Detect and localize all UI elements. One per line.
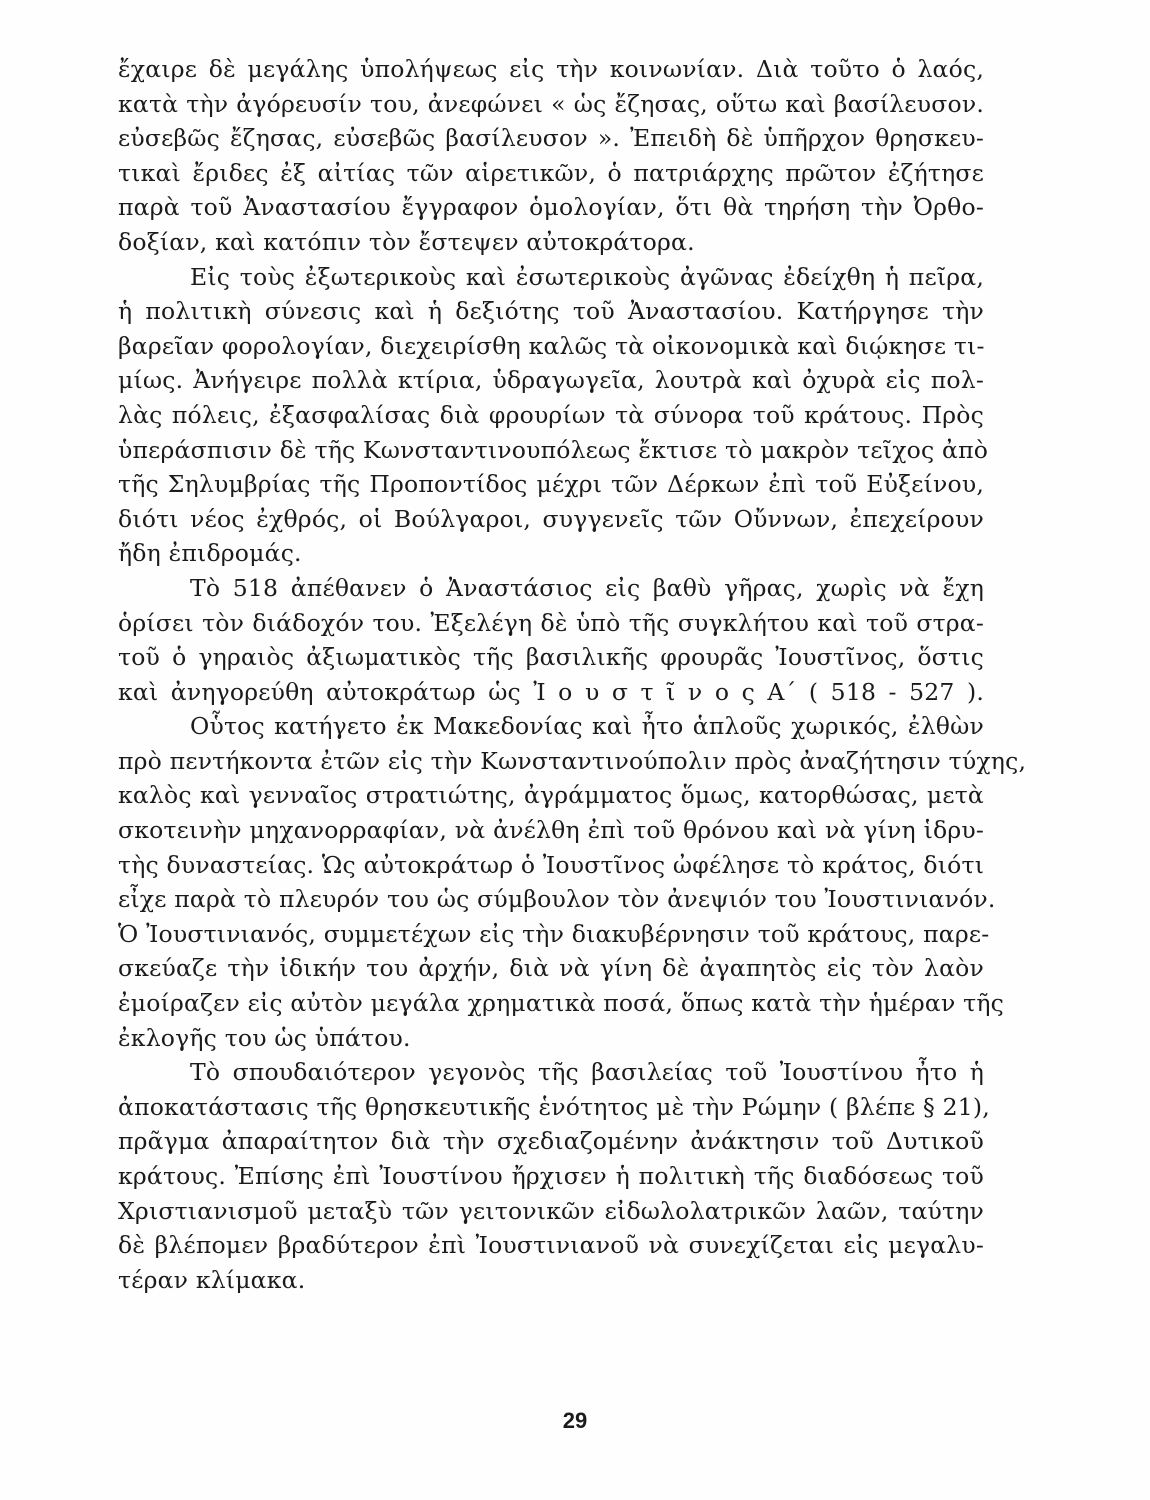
paragraph-first-line: Οὗτος κατήγετο ἐκ Μακεδονίας καὶ ἦτο ἁπλοῦς χωρικός, ἐλθὼν bbox=[190, 712, 984, 741]
text-line: τῆς Σηλυμβρίας τῆς Προποντίδος μέχρι τῶν Δέρκων ἐπὶ τοῦ Εὐξείνου, bbox=[118, 470, 984, 499]
paragraph-first-line: Τὸ 518 ἀπέθανεν ὁ Ἀναστάσιος εἰς βαθὺ γῆρας, χωρὶς νὰ ἔχη bbox=[190, 573, 984, 602]
paragraph-first-line: Εἰς τοὺς ἐξωτερικοὺς καὶ ἐσωτερικοὺς ἀγῶνας ἐδείχθη ἡ πεῖρα, bbox=[190, 262, 984, 291]
text-line: λὰς πόλεις, ἐξασφαλίσας διὰ φρουρίων τὰ σύνορα τοῦ κράτους. Πρὸς bbox=[118, 400, 984, 429]
text-line: ἐκλογῆς του ὡς ὑπάτου. bbox=[118, 1023, 411, 1052]
body-text bbox=[118, 52, 1027, 1297]
text-line: δὲ βλέπομεν βραδύτερον ἐπὶ Ἰουστινιανοῦ νὰ συνεχίζεται εἰς μεγαλυ- bbox=[118, 1231, 984, 1260]
text-line: ἡ πολιτικὴ σύνεσις καὶ ἡ δεξιότης τοῦ Ἀναστασίου. Κατήργησε τὴν bbox=[118, 297, 984, 326]
page-number: 29 bbox=[562, 1408, 588, 1433]
text-line: ἐμοίραζεν εἰς αὐτὸν μεγάλα χρηματικὰ ποσά, ὅπως κατὰ τὴν ἡμέραν τῆς bbox=[118, 989, 1004, 1018]
text-line: βαρεῖαν φορολογίαν, διεχειρίσθη καλῶς τὰ οἰκονομικὰ καὶ διῴκησε τι- bbox=[118, 331, 985, 360]
text-line: δοξίαν, καὶ κατόπιν τὸν ἔστεψεν αὐτοκράτορα. bbox=[118, 227, 695, 256]
text-line: Ὁ Ἰουστινιανός, συμμετέχων εἰς τὴν διακυβέρνησιν τοῦ κράτους, παρε- bbox=[118, 919, 990, 948]
text-line: κατὰ τὴν ἀγόρευσίν του, ἀνεφώνει « ὡς ἔζησας, οὕτω καὶ βασίλευσον. bbox=[118, 89, 984, 118]
text-line: πρὸ πεντήκοντα ἐτῶν εἰς τὴν Κωνσταντινούπολιν πρὸς ἀναζήτησιν τύχης, bbox=[118, 746, 1027, 775]
text-line: κράτους. Ἐπίσης ἐπὶ Ἰουστίνου ἤρχισεν ἡ πολιτικὴ τῆς διαδόσεως τοῦ bbox=[118, 1162, 984, 1190]
text-line: ἀποκατάστασις τῆς θρησκευτικῆς ἑνότητος μὲ τὴν Ρώμην ( βλέπε § 21), bbox=[118, 1092, 990, 1121]
text-line: ὑπεράσπισιν δὲ τῆς Κωνσταντινουπόλεως ἔκτισε τὸ μακρὸν τεῖχος ἀπὸ bbox=[118, 435, 989, 464]
text-line: καλὸς καὶ γενναῖος στρατιώτης, ἀγράμματος ὅμως, κατορθώσας, μετὰ bbox=[118, 781, 984, 810]
text-line: διότι νέος ἐχθρός, οἱ Βούλγαροι, συγγενεῖς τῶν Οὔννων, ἐπεχείρουν bbox=[118, 504, 984, 533]
paragraph-first-line: Τὸ σπουδαιότερον γεγονὸς τῆς βασιλείας τοῦ Ἰουστίνου ἦτο ἡ bbox=[190, 1058, 984, 1087]
text-line: τέραν κλίμακα. bbox=[118, 1265, 306, 1294]
text-line: τὴς δυναστείας. Ὡς αὐτοκράτωρ ὁ Ἰουστῖνος ὠφέλησε τὸ κράτος, διότι bbox=[118, 850, 985, 879]
text-line: ἤδη ἐπιδρομάς. bbox=[118, 539, 302, 568]
text-line: τοῦ ὁ γηραιὸς ἀξιωματικὸς τῆς βασιλικῆς φρουρᾶς Ἰουστῖνος, ὅστις bbox=[118, 643, 984, 672]
text-line: Χριστιανισμοῦ μεταξὺ τῶν γειτονικῶν εἰδωλολατρικῶν λαῶν, ταύτην bbox=[118, 1196, 984, 1225]
text-line: ὁρίσει τὸν διάδοχόν του. Ἐξελέγη δὲ ὑπὸ τῆς συγκλήτου καὶ τοῦ στρα- bbox=[118, 608, 984, 637]
text-line: σκοτεινὴν μηχανορραφίαν, νὰ ἀνέλθη ἐπὶ τοῦ θρόνου καὶ νὰ γίνη ἱδρυ- bbox=[118, 816, 984, 845]
text-line: παρὰ τοῦ Ἀναστασίου ἔγγραφον ὁμολογίαν, ὅτι θὰ τηρήση τὴν Ὀρθο- bbox=[118, 193, 984, 222]
text-line: μίως. Ἀνήγειρε πολλὰ κτίρια, ὑδραγωγεῖα, λουτρὰ καὶ ὀχυρὰ εἰς πολ- bbox=[118, 366, 984, 395]
text-line: εὐσεβῶς ἔζησας, εὐσεβῶς βασίλευσον ». Ἐπειδὴ δὲ ὑπῆρχον θρησκευ- bbox=[118, 124, 984, 153]
text-line: εἶχε παρὰ τὸ πλευρόν του ὡς σύμβουλον τὸν ἀνεψιόν του Ἰουστινιανόν. bbox=[118, 885, 996, 914]
text-line: πρᾶγμα ἀπαραίτητον διὰ τὴν σχεδιαζομένην ἀνάκτησιν τοῦ Δυτικοῦ bbox=[118, 1127, 984, 1156]
text-line: καὶ ἀνηγορεύθη αὐτοκράτωρ ὡς Ἰ ο υ σ τ ῖ ν ο ς Α΄ ( 518 - 527 ). bbox=[118, 677, 984, 706]
text-line: τικαὶ ἔριδες ἐξ αἰτίας τῶν αἱρετικῶν, ὁ πατριάρχης πρῶτον ἐζήτησε bbox=[118, 158, 984, 187]
text-line: σκεύαζε τὴν ἰδικήν του ἀρχήν, διὰ νὰ γίνη δὲ ἀγαπητὸς εἰς τὸν λαὸν bbox=[118, 954, 984, 983]
text-line: ἔχαιρε δὲ μεγάλης ὑπολήψεως εἰς τὴν κοινωνίαν. Διὰ τοῦτο ὁ λαός, bbox=[118, 55, 984, 83]
